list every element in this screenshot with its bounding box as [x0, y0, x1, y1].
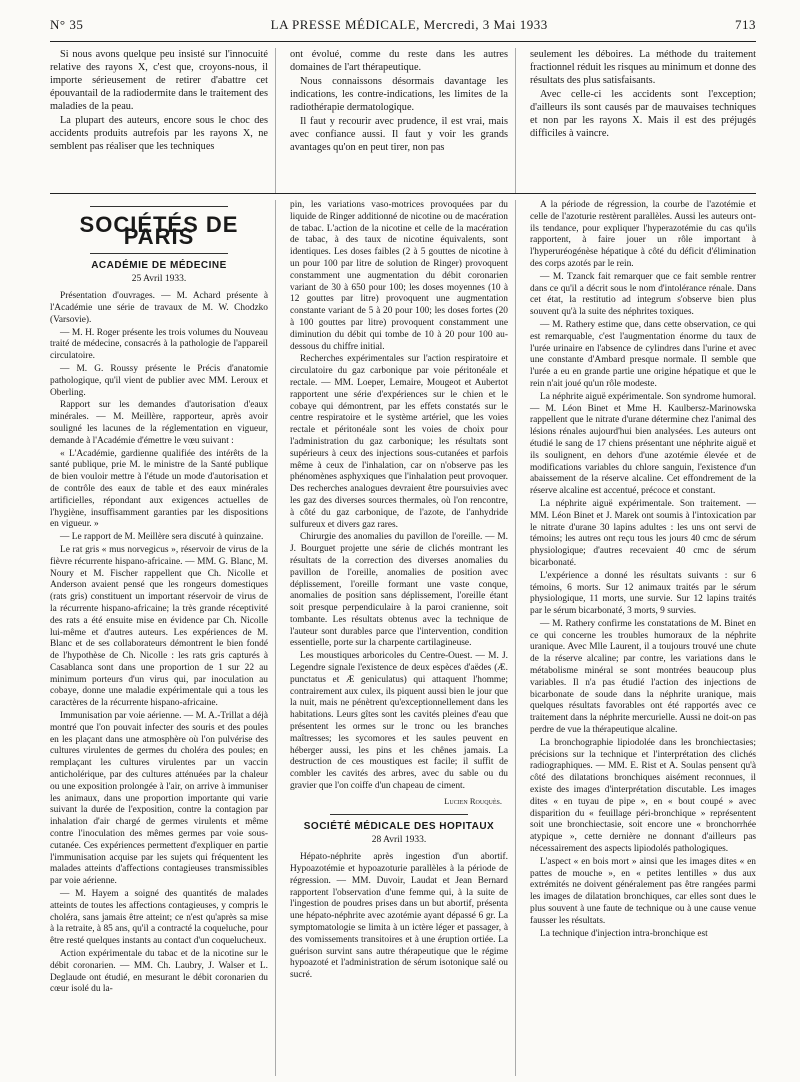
paragraph: — M. Hayem a soigné des quantités de malades atteints de toutes les affections contagieuses, y compris le choléra, sans jamais être atteint; ce n'est qu'après sa mise à la retraite, à 85 ans, qu'il a contracté la coqueluche, pour être resté quelques instants au contact d'un coquelucheux.	[50, 889, 268, 947]
paragraph: seulement les déboires. La méthode du traitement fractionnel réduit les risques au minimum et donne des résultats des plus satisfaisants.	[530, 49, 756, 86]
society-title: SOCIÉTÉ MÉDICALE DES HOPITAUX	[303, 820, 495, 832]
paragraph: — M. Tzanck fait remarquer que ce fait semble rentrer dans ce qu'il a décrit sous le nom d'intolérance rénale. Dans cet état, la restitutio ad integrum s'observe bien plus souvent qu'à la suite des néphrites toxiques.	[530, 271, 756, 318]
paragraph: La néphrite aiguë expérimentale. Son syndrome humoral. — M. Léon Binet et Mme H. Kaulbersz-Marinowska rappellent que le nitrate d'urane détermine chez l'animal des lésions rénales aujourd'hui bien analysées. Les auteurs ont étudié le sang de 17 chiens présentant une néphrite aiguë et ils soulignent, en dehors d'une azotémie élevée et de modifications variables du chlore sanguin, l'existence d'un abaissement de la réserve alcaline. Cet effondrement de la réserve alcaline est accentué, précoce et constant.	[530, 391, 756, 497]
society-title: ACADÉMIE DE MÉDECINE	[91, 259, 227, 271]
paragraph: L'expérience a donné les résultats suivants : sur 6 témoins, 6 morts. Sur 12 animaux traités par le sérum physiologique, 11 morts, une survie. Sur 12 lapins traités par le sérum bicarbonaté, 3 morts, 9 survies.	[530, 570, 756, 617]
paragraph: Hépato-néphrite après ingestion d'un abortif. Hypoazotémie et hypoazoturie parallèles à la période de régression. — MM. Duvoir, Laudat et Jean Bernard rapportent l'observation d'une femme qui, à la suite de l'ingestion de poudres prises dans un but abortif, présenta une hépato-néphrite avec azotémie ayant dépassé 6 gr. La symptomatologie se limita à un ictère léger et passager, à des vomissements transitoires et à une éruption ortiée. La guérison survint sans autre thérapeutique que le régime hypoazoté et l'administration de sérum isotonique salé ou sucré.	[290, 852, 508, 981]
paragraph: A la période de régression, la courbe de l'azotémie et celle de l'azoturie restèrent parallèles. Aussi les auteurs ont-ils tendance, pour expliquer l'hyperazotémie du cas qu'ils rapportent, à faire jouer un rôle important à l'hyperuréogénèse hépatique à côté du déficit d'élimination des corps azotés par le rein.	[530, 200, 756, 269]
masthead	[50, 0, 756, 42]
divider	[90, 206, 228, 207]
paragraph: Si nous avons quelque peu insisté sur l'innocuité relative des rayons X, c'est que, croyons-nous, il importe sérieusement de retirer d'abattre cet épouvantail de la radiodermite dans le traitement des maladies de la peau.	[50, 49, 268, 112]
section-title: SOCIÉTÉS DE PARIS	[79, 212, 239, 249]
session-date: 25 Avril 1933.	[131, 274, 187, 285]
paragraph: La bronchographie lipiodolée dans les bronchiectasies; précisions sur la technique et l'interprétation des clichés radiographiques. — MM. E. Rist et A. Soulas pensent qu'à côté des dilatations bronchiques aisément reconnues, il existe des images d'interprétation discutable. Les images dites « en tuyau de pipe », en « bout coupé » avec disparition du « feuillage péri-bronchique » représentent soit une bronchiectasie, soit encore une « bronchorrhée atypique », cette dernière ne donnant d'ailleurs pas nécessairement des aspects lipiodolés pathologiques.	[530, 737, 756, 855]
paragraph: pin, les variations vaso-motrices provoquées par du liquide de Ringer additionné de nicotine ou de macération de tabac. L'action de la nicotine et celle de la macération de tabac, à des taux de nicotine équivalents, sont identiques. Les doses faibles (2 à 5 gouttes de nicotine à un pour 100 par litre de solution de Ringer) provoquent constamment une augmentation du débit coronarien variant de 30 à 650 pour 100; les doses moyennes (10 à 12 gouttes par litre) provoquent une augmentation constante variant de 5 à 20 pour 100; les doses fortes (20 à 100 gouttes par litre) provoquent constamment une diminution du débit qui tombe de 10 à 20 pour 100 au-dessous du chiffre initial.	[290, 200, 508, 352]
paragraph: Il faut y recourir avec prudence, il est vrai, mais avec confiance aussi. Il faut y voir les grands avantages qu'on en peut tirer, non pas	[290, 116, 508, 153]
paragraph: Action expérimentale du tabac et de la nicotine sur le débit coronarien. — MM. Ch. Laubry, J. Walser et L. Deglaude ont étudié, en mesurant le débit coronarien du cœur isolé du la-	[50, 949, 268, 995]
issue-number: N° 35	[50, 16, 84, 32]
divider	[90, 253, 228, 254]
column-1	[50, 200, 276, 1076]
top-continuation	[50, 42, 756, 194]
top-column-1	[50, 48, 276, 193]
column-2	[290, 200, 516, 1076]
paragraph: Les moustiques arboricoles du Centre-Ouest. — M. J. Legendre signale l'existence de deux espèces d'aëdes (Æ. punctatus et Æ geniculatus) qui attaquent l'homme; contrairement aux culex, ils piquent aussi bien le jour que la nuit, mais ne pénètrent qu'exceptionnellement dans les habitations. Leurs gîtes sont les cavités pleines d'eau que présentent les ormes sur le tronc ou les branches maîtresses; les sycomores et les saules peuvent en héberger aussi, les pins et les chênes jamais. La destruction de ces moustiques est facile; il suffit de combler les cavités des arbres, avec du sable ou du gravier que l'on coiffe d'un chapeau de ciment.	[290, 651, 508, 792]
paragraph: La néphrite aiguë expérimentale. Son traitement. — MM. Léon Binet et J. Marek ont soumis à l'intoxication par le nitrate d'urane 30 lapins adultes : les uns ont servi de témoins; les autres ont reçu tous les jours 40 cmc de sérum physiologique; d'autres recevaient 40 cmc de sérum bicarbonaté.	[530, 498, 756, 568]
paragraph: — Le rapport de M. Meillère sera discuté à quinzaine.	[60, 532, 264, 543]
paragraph: L'aspect « en bois mort » ainsi que les images dites « en pattes de mouche », en « petites lentilles » dus aux extrémités ne doivent généralement pas être rangées parmi les images de dilatation bronchiques, car elles sont dues le plus souvent à une faute de technique ou à une cause venue fausser les résultats.	[530, 856, 756, 926]
divider	[330, 814, 468, 815]
paragraph: — M. G. Roussy présente le Précis d'anatomie pathologique, qu'il vient de publier avec MM. Leroux et Oberling.	[50, 363, 268, 398]
paragraph: Présentation d'ouvrages. — M. Achard présente à l'Académie une série de travaux de M. W. Chodzko (Varsovie).	[50, 291, 268, 325]
journal-title: LA PRESSE MÉDICALE, Mercredi, 3 Mai 1933	[270, 16, 548, 32]
paragraph: Rapport sur les demandes d'autorisation d'eaux minérales. — M. Meillère, rapporteur, après avoir souligné les lacunes de la réglementation en vigueur, demande à l'Académie d'émettre le vœu suivant :	[50, 400, 268, 446]
paragraph: Le rat gris « mus norvegicus », réservoir de virus de la fièvre récurrente hispano-africaine. — MM. G. Blanc, M. Noury et M. Fischer rappellent que Ch. Nicolle et Anderson avaient pensé que les rongeurs domestiques (rats gris) constituent un important réservoir de virus de la récurrente hispano-africaine; la très grande réceptivité des rats a été ensuite mise en évidence par Ch. Nicolle lui-même et d'autres auteurs. Les expériences de M. Blanc et de ses collaborateurs démontrent le bien fondé de l'hypothèse de Ch. Nicolle : les rats gris capturés à Casablanca sont dans une proportion de 1 sur 22 au minimum porteurs d'un virus qui, par inoculation au cobaye, donne une maladie expérimentale qui a tous les caractères de la récurrente hispano-africaine.	[50, 544, 268, 709]
paragraph: Recherches expérimentales sur l'action respiratoire et circulatoire du gaz carbonique par voie péritonéale et rectale. — MM. Loeper, Lemaire, Mougeot et Aubertot rapportent une série d'expériences sur le chien et le cobaye qui démontrent, par les effets constatés sur le centre respiratoire et le système artériel, que les voies rectale et péritonéale sont les voies de choix pour l'administration du gaz carbonique; les résultats sont supérieurs à ceux des injections sous-cutanées et parfois même à ceux de l'inhalation, car on n'observe pas les phénomènes asphyxiques que l'inhalation peut provoquer. Des recherches analogues devraient être poursuivies avec les gaz des diverses sources thermales, où l'on rencontre, à côté du gaz carbonique, de l'azote, de l'anhydride sulfureux et divers gaz rares.	[290, 354, 508, 530]
paragraph: Nous connaissons désormais davantage les indications, les contre-indications, les limites de la radiothérapie dermatologique.	[290, 76, 508, 113]
paragraph: Immunisation par voie aérienne. — M. A.-Trillat a déjà montré que l'on pouvait infecter des souris et des poules en les plaçant dans une atmosphère où l'on pulvérise des cultures virulentes de germes du choléra des poules; en remplaçant les cultures virulentes par un vaccin anticholérique, par des cultures atténuées par la chaleur ou une exposition prolongée à l'air, on arrive à immuniser les animaux, dans une proportion importante qui varie suivant la durée de l'exposition, contre la contagion par inhalation d'air chargé de germes virulents et même contre l'inoculation des mêmes germes par voie sous-cutanée. Ces expériences permettent d'expliquer en partie l'immunisation acquise par les sujets qui fréquentent les malades atteints d'affections contagieuses transmissibles par voie aérienne.	[50, 711, 268, 887]
session-date: 28 Avril 1933.	[371, 835, 427, 846]
page-number: 713	[735, 16, 756, 32]
paragraph: « L'Académie, gardienne qualifiée des intérêts de la santé publique, prie M. le ministre de la Santé publique de bien vouloir mettre à l'étude un mode d'autorisation et de contrôle des eaux de table et des eaux minérales artificielles, répondant aux exigences actuelles de l'hygiène, insuffisamment garanties par les dispositions en vigueur. »	[50, 448, 268, 530]
paragraph: — M. Rathery confirme les constatations de M. Binet en ce qui concerne les troubles humoraux de la néphrite uranique. Avec Mlle Laurent, il a toujours trouvé une chute de la réserve alcaline; par contre, les variations dans le métabolisme minéral se sont montrées beaucoup plus variables. Il n'a pas étudié l'action des injections de bicarbonate de soude dans la néphrite uranique, mais quelques résultats favorables ont été rapportés avec ce traitement dans la néphrite mercurielle. Aussi ne doit-on pas perdre de vue la thérapeutique alcaline.	[530, 618, 756, 736]
top-column-2	[290, 48, 516, 193]
paragraph: ont évolué, comme du reste dans les autres domaines de l'art thérapeutique.	[290, 49, 508, 73]
paragraph: Chirurgie des anomalies du pavillon de l'oreille. — M. J. Bourguet projette une série de clichés montrant les résultats de la correction des diverses anomalies du pavillon de l'oreille, anomalies de position avec déplissement, l'oreille formant une vaste conque, anomalies de position sans déplissement, l'oreille étant soit presque perpendiculaire à la paroi cranienne, soit tombante. Les résultats obtenus avec la technique de l'auteur sont durables parce que l'intervention, condition essentielle, porte sur la charpente cartilagineuse.	[290, 532, 508, 649]
top-column-3	[530, 48, 756, 193]
paragraph: — M. H. Roger présente les trois volumes du Nouveau traité de médecine, consacrés à la pathologie de l'appareil circulatoire.	[50, 327, 268, 362]
main-content	[50, 194, 756, 1076]
paragraph: La plupart des auteurs, encore sous le choc des accidents produits autrefois par les rayons X, ne semblent pas réaliser que les techniques	[50, 115, 268, 152]
signature: Lucien Rouquès.	[444, 795, 502, 806]
paragraph: — M. Rathery estime que, dans cette observation, ce qui est remarquable, c'est l'augmentation énorme du taux de l'urée urinaire en l'absence de cylindres dans l'urine et avec une constante d'Ambard presque normale. Il semble que l'urée a eu en grande partie une origine hépatique et que le rein n'ait joué qu'un rôle modeste.	[530, 319, 756, 389]
paragraph: La technique d'injection intra-bronchique est	[540, 928, 708, 939]
column-3	[530, 200, 756, 1076]
paragraph: Avec celle-ci les accidents sont l'exception; d'ailleurs ils sont causés par de mauvaises techniques et non par les rayons X. Mais il est des préjugés difficiles à vaincre.	[530, 89, 756, 139]
